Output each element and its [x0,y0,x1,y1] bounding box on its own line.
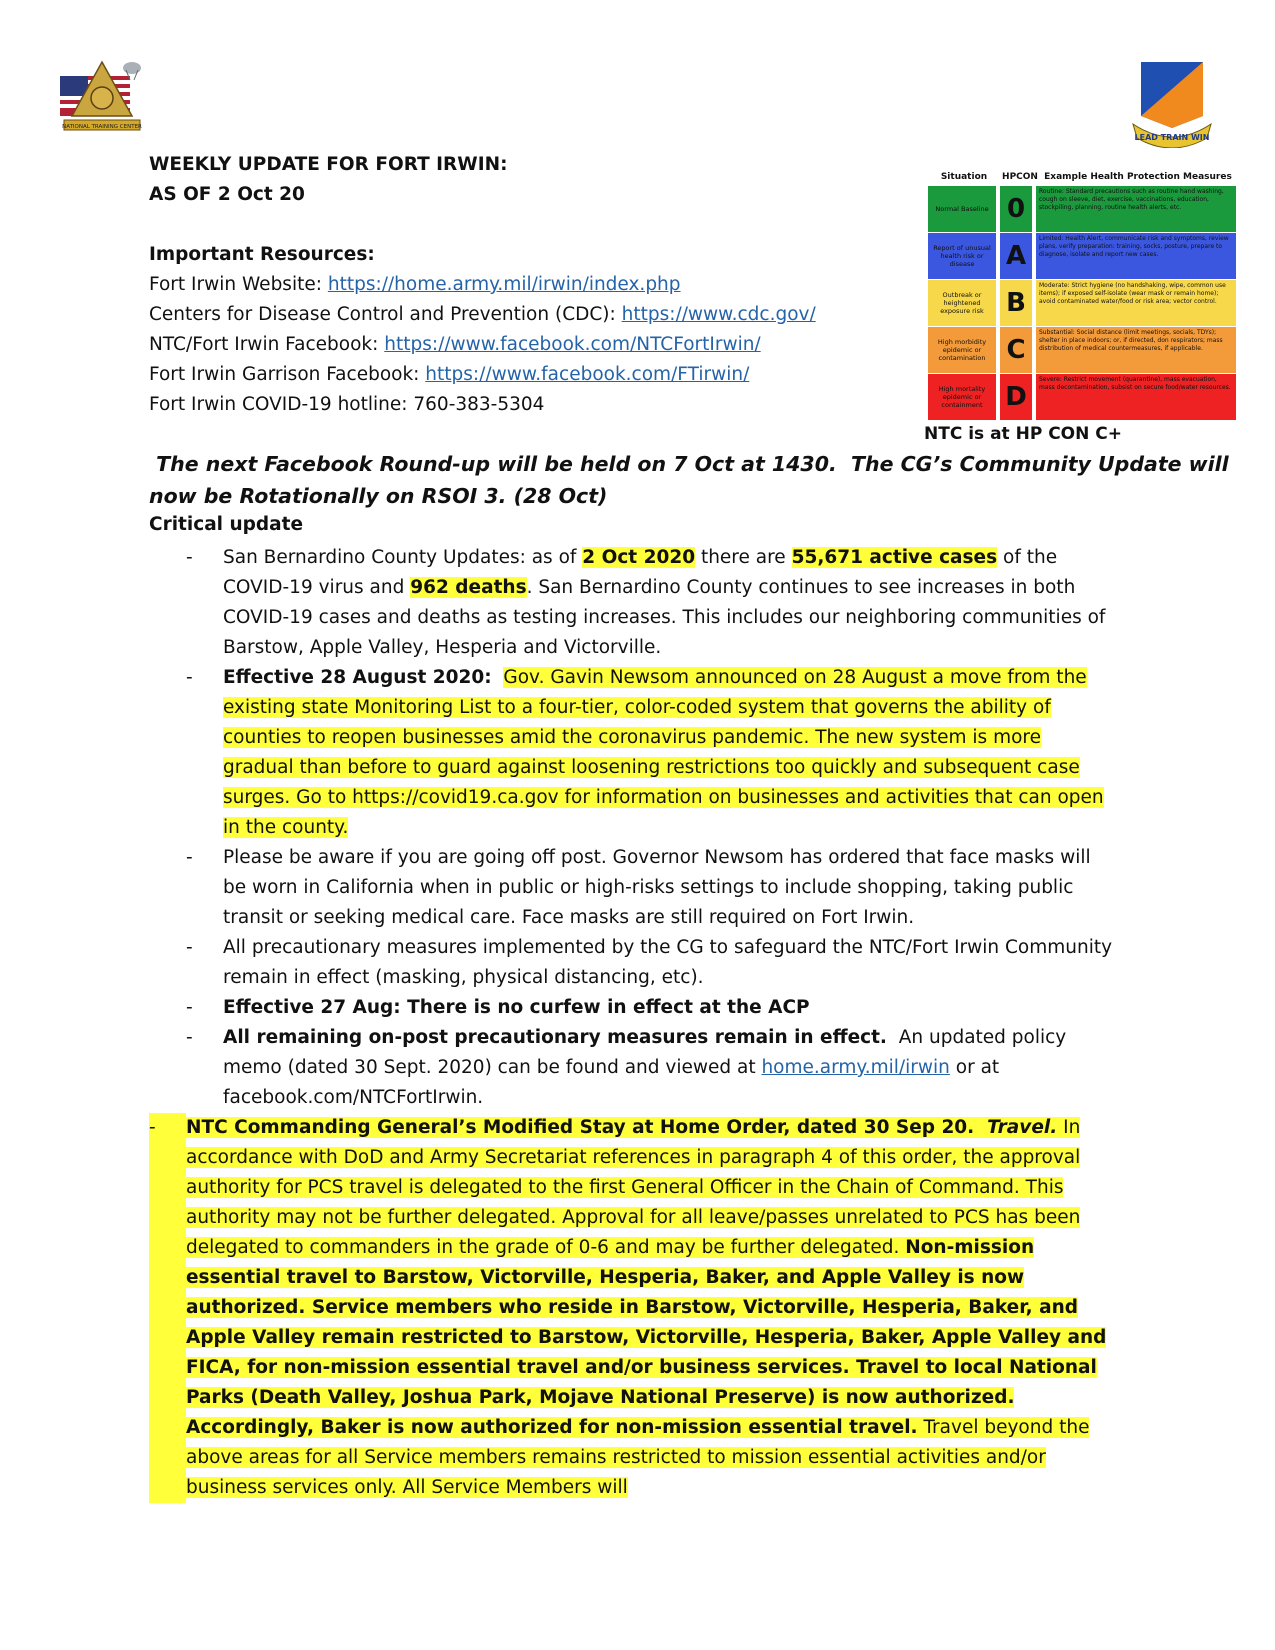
as-of-date: AS OF 2 Oct 20 [149,184,305,205]
hpcon-level: 0 [1000,186,1032,232]
hpcon-situation: High morbidity epidemic or contamination [928,327,996,373]
hpcon-measures: Substantial: Social distance (limit meetings, socials, TDYs); shelter in place indoors; or, if directed, don respirators; mass distribution of medical countermeasures, if applicable. [1036,327,1236,373]
unit-crest-logo [1127,58,1217,148]
hpcon-row [928,280,1236,326]
hpcon-measures: Routine: Standard precautions such as routine hand washing, cough on sleeve, diet, exercise, vaccinations, education, stockpiling, planning, routine health alerts, etc. [1036,186,1236,232]
hpcon-situation: Report of unusual health risk or disease [928,233,996,279]
hpcon-header-row [928,168,1236,186]
hpcon-row [928,327,1236,373]
svg-text:NATIONAL TRAINING CENTER: NATIONAL TRAINING CENTER [62,124,142,130]
hpcon-row [928,374,1236,420]
list-item: - Effective 27 Aug: There is no curfew in effect at the ACP [186,997,810,1018]
hpcon-level: B [1000,280,1032,326]
critical-update-heading: Critical update [149,514,303,535]
hpcon-situation: High mortality epidemic or containment [928,374,996,420]
facebook-roundup-notice: The next Facebook Round-up will be held on 7 Oct at 1430. The CG’s Community Update will now be Rotationally on RSOI 3. (28 Oct) [149,452,1229,508]
ntc-facebook-link[interactable]: https://www.facebook.com/NTCFortIrwin/ [384,334,761,355]
resource-website: Fort Irwin Website: https://home.army.mil/irwin/index.php [149,274,681,295]
list-item: - All precautionary measures implemented by the CG to safeguard the NTC/Fort Irwin Community remain in effect (masking, physical distancing, etc). [186,937,1113,988]
hpcon-measures: Limited: Health Alert, communicate risk and symptoms, review plans, verify preparation: training, socks, posture, prepare to diagnose, isolate and report new cases. [1036,233,1236,279]
svg-text:LEAD TRAIN WIN: LEAD TRAIN WIN [1134,133,1210,142]
list-item: - Please be aware if you are going off post. Governor Newsom has ordered that face masks will be worn in California when in public or high-risks settings to include shopping, taking public transit or seeking medical care. Face masks are still required on Fort Irwin. [186,847,1091,928]
hpcon-row [928,233,1236,279]
garrison-facebook-link[interactable]: https://www.facebook.com/FTirwin/ [425,364,750,385]
list-item: - NTC Commanding General’s Modified Stay at Home Order, dated 30 Sep 20. Travel. In accordance with DoD and Army Secretariat references in paragraph 4 of this order, the approval authority for PCS travel is delegated to the first General Officer in the Chain of Command. This authority may not be further delegated. Approval for all leave/passes unrelated to PCS has been delegated to commanders in the grade of 0-6 and may be further delegated. Non-mission essential travel to Barstow, Victorville, Hesperia, Baker, and Apple Valley is now authorized. Service members who reside in Barstow, Victorville, Hesperia, Baker, and Apple Valley remain restricted to Barstow, Victorville, Hesperia, Baker, Apple Valley and FICA, for non-mission essential travel and/or business services. Travel to local National Parks (Death Valley, Joshua Park, Mojave National Preserve) is now authorized. Accordingly, Baker is now authorized for non-mission essential travel. Travel beyond the above areas for all Service members remains restricted to mission essential activities and/or business services only. All Service Members will [149,1113,1116,1503]
hpcon-measures: Severe: Restrict movement (quarantine), mass evacuation, mass decontamination, subsist on secure food/water resources. [1036,374,1236,420]
hpcon-situation: Normal Baseline [928,186,996,232]
date-highlight: 2 Oct 2020 [582,547,696,568]
cdc-link[interactable]: https://www.cdc.gov/ [621,304,816,325]
resources-heading: Important Resources: [149,244,375,265]
list-item: - San Bernardino County Updates: as of 2 Oct 2020 there are 55,671 active cases of the COVID-19 virus and 962 deaths. San Bernardino County continues to see increases in both COVID-19 cases and deaths as testing increases. This includes our neighboring communities of Barstow, Apple Valley, Hesperia and Victorville. [186,547,1106,658]
hpcon-situation: Outbreak or heightened exposure risk [928,280,996,326]
active-cases-highlight: 55,671 active cases [791,547,998,568]
ntc-logo [56,56,148,138]
header-block [149,150,816,420]
page-title: WEEKLY UPDATE FOR FORT IRWIN: [149,154,508,175]
hpcon-level: D [1000,374,1032,420]
hpcon-status-caption: NTC is at HP CON C+ [924,424,1122,444]
resource-cdc: Centers for Disease Control and Prevention (CDC): https://www.cdc.gov/ [149,304,816,325]
hpcon-row [928,186,1236,232]
hpcon-level: A [1000,233,1032,279]
col-measures: Example Health Protection Measures [1044,172,1232,182]
hpcon-measures: Moderate: Strict hygiene (no handshaking, wipe, common use items); if exposed self-isolate (wear mask or remain home); avoid contaminated water/food or risk area; vector control. [1036,280,1236,326]
col-hpcon: HPCON [1002,172,1038,182]
hpcon-table [928,168,1236,421]
website-link[interactable]: https://home.army.mil/irwin/index.php [327,274,681,295]
col-situation: Situation [940,172,988,182]
list-item: - Effective 28 August 2020: Gov. Gavin Newsom announced on 28 August a move from the existing state Monitoring List to a four-tier, color-coded system that governs the ability of counties to reopen businesses amid the coronavirus pandemic. The new system is more gradual than before to guard against loosening restrictions too quickly and subsequent case surges. Go to https://covid19.ca.gov for information on businesses and activities that can open in the county. [186,667,1104,838]
deaths-highlight: 962 deaths [410,577,527,598]
resource-ntc-facebook: NTC/Fort Irwin Facebook: https://www.facebook.com/NTCFortIrwin/ [149,334,761,355]
hpcon-level: C [1000,327,1032,373]
resource-garrison-facebook: Fort Irwin Garrison Facebook: https://www.facebook.com/FTirwin/ [149,364,750,385]
policy-memo-link[interactable]: home.army.mil/irwin [761,1057,950,1078]
hotline: Fort Irwin COVID-19 hotline: 760-383-5304 [149,394,545,415]
critical-update-list [149,543,1116,1503]
list-item: - All remaining on-post precautionary measures remain in effect. An updated policy memo (dated 30 Sept. 2020) can be found and viewed at home.army.mil/irwin or at facebook.com/NTCFortIrwin. [186,1027,1073,1108]
